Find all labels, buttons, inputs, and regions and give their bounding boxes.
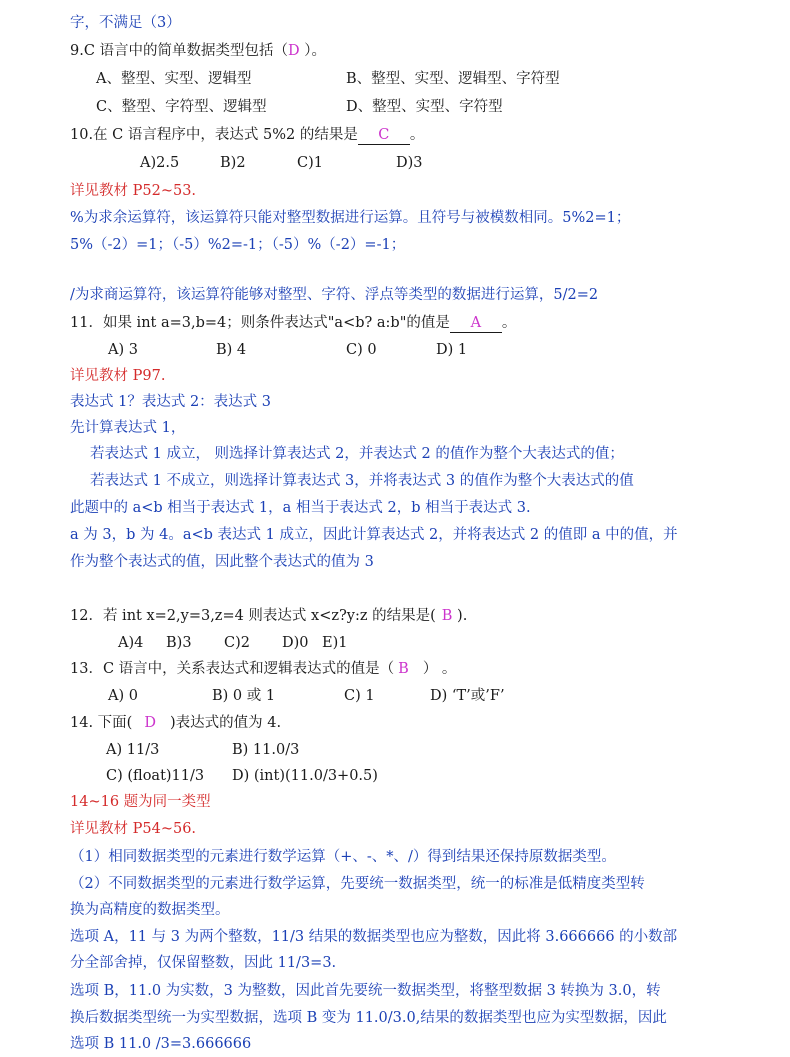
explanation-line: 此题中的 a<b 相当于表达式 1，a 相当于表达式 2，b 相当于表达式 3. bbox=[70, 500, 531, 516]
explanation-line: 表达式 1？表达式 2：表达式 3 bbox=[70, 394, 272, 410]
answer-10: C bbox=[378, 127, 390, 143]
answer-11: A bbox=[470, 315, 482, 331]
explanation-line: 5%（-2）=1；（-5）%2=-1；（-5）%（-2）=-1； bbox=[70, 237, 406, 253]
explanation-line: 换为高精度的数据类型。 bbox=[70, 902, 230, 918]
reference-3: 详见教材 P54~56. bbox=[70, 821, 197, 837]
explanation-line: /为求商运算符，该运算符能够对整型、字符、浮点等类型的数据进行运算，5/2=2 bbox=[70, 287, 599, 303]
explanation-line: 选项 B 11.0 /3=3.666666 bbox=[70, 1036, 252, 1052]
answer-14: D bbox=[144, 715, 156, 731]
option-11b: B) 4 bbox=[216, 342, 247, 358]
continued-text: 字，不满足（3） bbox=[70, 15, 181, 31]
option-13d: D) ‘T’或’F’ bbox=[430, 688, 505, 704]
question-13: 13．C 语言中，关系表达式和逻辑表达式的值是（ B ） 。 bbox=[70, 661, 457, 677]
explanation-line: 先计算表达式 1， bbox=[70, 420, 186, 436]
option-10a: A)2.5 bbox=[140, 155, 180, 171]
explanation-line: （2）不同数据类型的元素进行数学运算，先要统一数据类型，统一的标准是低精度类型转 bbox=[70, 876, 645, 892]
option-9a: A、整型、实型、逻辑型 bbox=[96, 71, 252, 87]
options-11 bbox=[0, 339, 790, 361]
explanation-line: 作为整个表达式的值，因此整个表达式的值为 3 bbox=[70, 554, 374, 570]
option-9d: D、整型、实型、字符型 bbox=[346, 99, 503, 115]
answer-13: B bbox=[398, 661, 409, 677]
reference-1: 详见教材 P52~53. bbox=[70, 183, 197, 199]
reference-2: 详见教材 P97. bbox=[70, 368, 166, 384]
explanation-line: 分全部舍掉，仅保留整数，因此 11/3=3. bbox=[70, 955, 337, 971]
explanation-line: a 为 3，b 为 4。a<b 表达式 1 成立，因此计算表达式 2，并将表达式 2 的值即 a 中的值，并 bbox=[70, 527, 678, 543]
explanation-line: %为求余运算符，该运算符只能对整型数据进行运算。且符号与被模数相同。5%2=1； bbox=[70, 210, 631, 226]
option-11d: D) 1 bbox=[436, 342, 468, 358]
option-13c: C) 1 bbox=[344, 688, 375, 704]
option-12c: C)2 bbox=[224, 635, 250, 651]
explanation-line: （1）相同数据类型的元素进行数学运算（+、-、*、/）得到结果还保持原数据类型。 bbox=[70, 849, 616, 865]
option-12b: B)3 bbox=[166, 635, 192, 651]
option-10b: B)2 bbox=[220, 155, 246, 171]
question-12: 12．若 int x=2,y=3,z=4 则表达式 x<z?y:z 的结果是( B ). bbox=[70, 608, 468, 624]
question-11: 11．如果 int a=3,b=4；则条件表达式"a<b? a:b"的值是 A 。 bbox=[70, 315, 517, 331]
option-12a: A)4 bbox=[118, 635, 144, 651]
option-9b: B、整型、实型、逻辑型、字符型 bbox=[346, 71, 560, 87]
options-13 bbox=[0, 685, 790, 707]
option-12e: E)1 bbox=[322, 635, 348, 651]
explanation-line: 选项 A，11 与 3 为两个整数，11/3 结果的数据类型也应为整数，因此将 3.666666 的小数部 bbox=[70, 929, 678, 945]
option-9c: C、整型、字符型、逻辑型 bbox=[96, 99, 267, 115]
explanation-line: 若表达式 1 成立， 则选择计算表达式 2，并表达式 2 的值作为整个大表达式的值； bbox=[90, 446, 624, 462]
option-11c: C) 0 bbox=[346, 342, 377, 358]
section-note: 14~16 题为同一类型 bbox=[70, 794, 211, 810]
option-13b: B) 0 或 1 bbox=[212, 688, 276, 704]
option-10c: C)1 bbox=[297, 155, 323, 171]
option-11a: A) 3 bbox=[108, 342, 138, 358]
explanation-line: 选项 B，11.0 为实数，3 为整数，因此首先要统一数据类型，将整型数据 3 转换为 3.0，转 bbox=[70, 983, 661, 999]
option-13a: A) 0 bbox=[108, 688, 138, 704]
option-12d: D)0 bbox=[282, 635, 309, 651]
options-12 bbox=[0, 632, 790, 654]
options-10 bbox=[0, 152, 790, 174]
answer-blank-11 bbox=[450, 314, 502, 333]
option-14a: A) 11/3 bbox=[106, 742, 160, 758]
explanation-line: 若表达式 1 不成立，则选择计算表达式 3，并将表达式 3 的值作为整个大表达式的值 bbox=[90, 473, 634, 489]
option-14c: C) (float)11/3 bbox=[106, 768, 205, 784]
option-10d: D)3 bbox=[396, 155, 423, 171]
answer-12: B bbox=[441, 608, 453, 624]
question-9: 9.C 语言中的简单数据类型包括（D ）。 bbox=[70, 43, 327, 59]
explanation-line: 换后数据类型统一为实型数据，选项 B 变为 11.0/3.0,结果的数据类型也应为实型数据，因此 bbox=[70, 1010, 667, 1026]
question-10: 10.在 C 语言程序中，表达式 5%2 的结果是 C 。 bbox=[70, 127, 425, 143]
option-14d: D) (int)(11.0/3+0.5) bbox=[232, 768, 378, 784]
answer-9: D bbox=[288, 43, 300, 59]
option-14b: B) 11.0/3 bbox=[232, 742, 300, 758]
answer-blank-10 bbox=[358, 126, 410, 145]
question-14: 14. 下面( D )表达式的值为 4. bbox=[70, 715, 282, 731]
